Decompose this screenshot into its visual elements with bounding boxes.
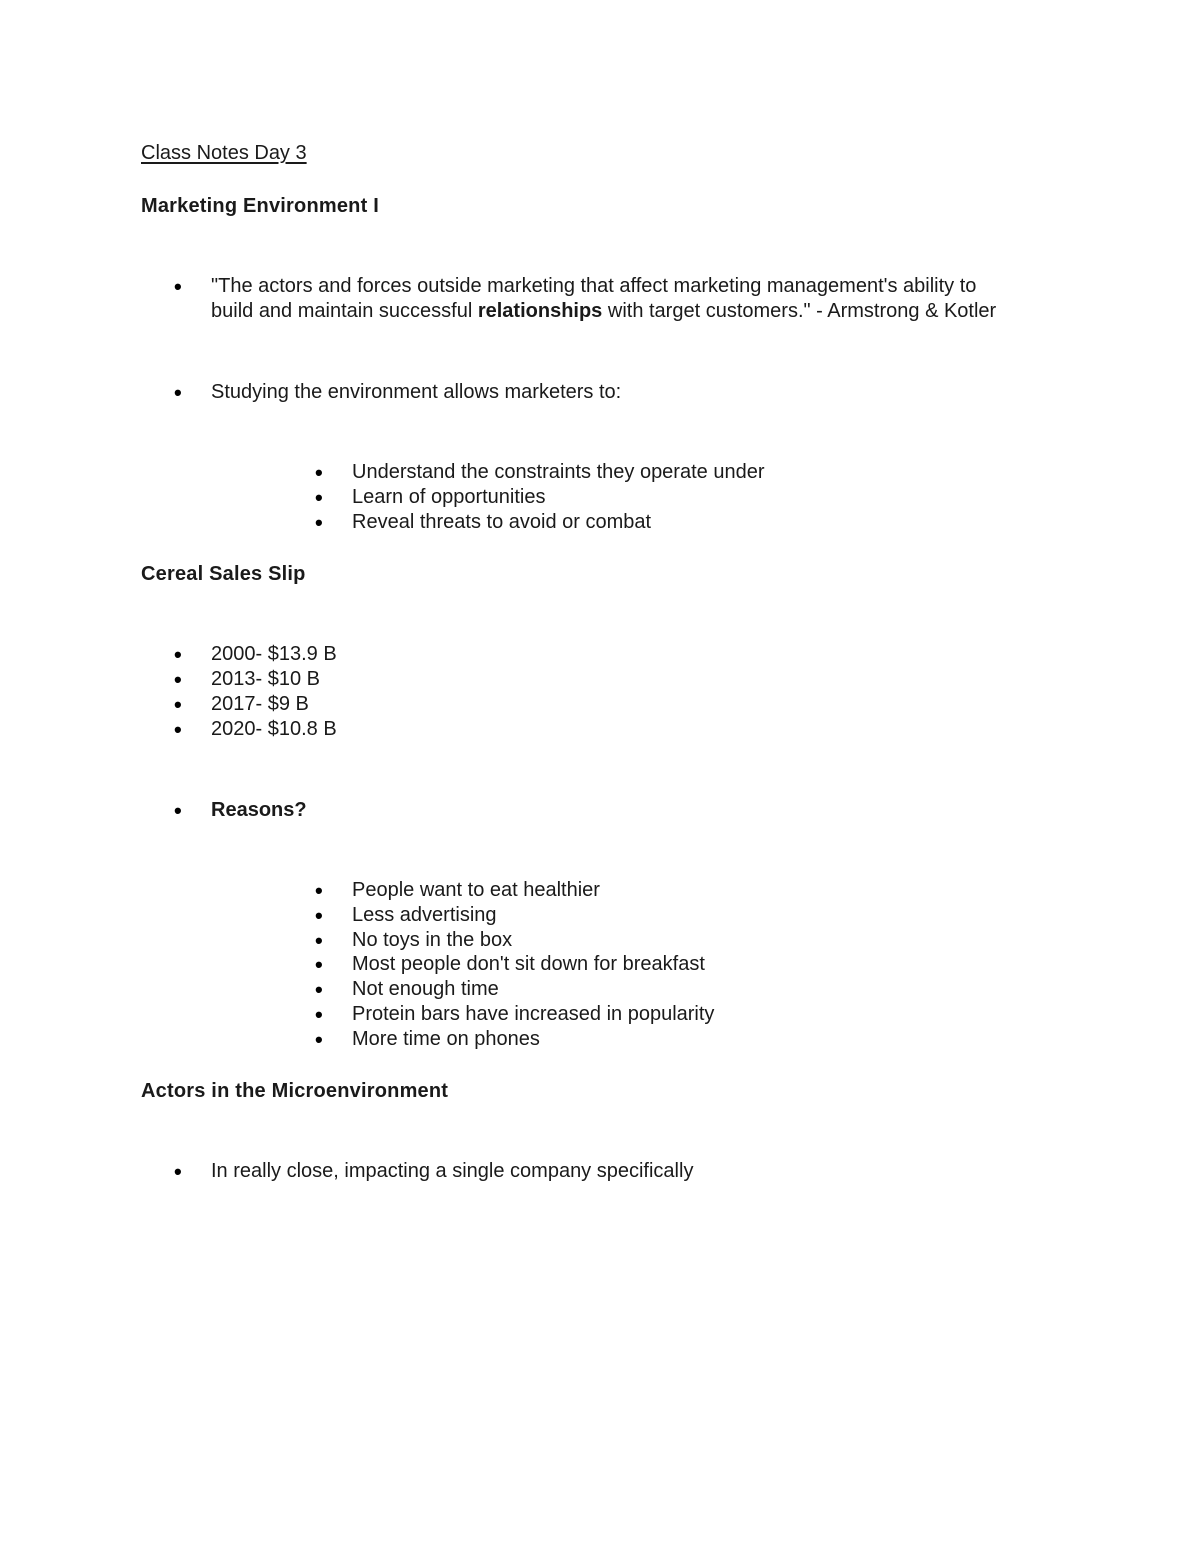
- list-item-reason: • Less advertising: [352, 903, 497, 928]
- list-item: • Learn of opportunities: [352, 485, 545, 510]
- list-item: • Understand the constraints they operate under: [352, 460, 764, 485]
- list-item: • Reveal threats to avoid or combat: [352, 510, 651, 535]
- quote-line-1: "The actors and forces outside marketing that affect marketing management's ability to: [211, 275, 977, 297]
- list-item-reason: • People want to eat healthier: [352, 878, 600, 903]
- list-item-reason: • No toys in the box: [352, 928, 512, 953]
- section-heading-marketing-environment: Marketing Environment I: [141, 195, 379, 217]
- list-item-reason: • Protein bars have increased in popularity: [352, 1002, 714, 1027]
- reasons-label: Reasons?: [211, 799, 307, 821]
- list-item-sales: • 2013- $10 B: [211, 667, 320, 692]
- quote-line-2-pre: build and maintain successful: [211, 300, 478, 322]
- quote-line-2: [211, 299, 996, 324]
- list-item-sales: • 2000- $13.9 B: [211, 642, 337, 667]
- section-heading-microenvironment: Actors in the Microenvironment: [141, 1080, 449, 1102]
- page-title: Class Notes Day 3: [141, 142, 307, 164]
- section-heading-cereal-sales: Cereal Sales Slip: [141, 563, 306, 585]
- quote-line-2-post: with target customers." - Armstrong & Kotler: [602, 300, 997, 322]
- list-item-reasons: [211, 798, 307, 823]
- list-item-sales: • 2017- $9 B: [211, 692, 309, 717]
- list-item-reason: • Not enough time: [352, 977, 499, 1002]
- list-item-sales: • 2020- $10.8 B: [211, 717, 337, 742]
- list-item-quote: [211, 274, 976, 299]
- list-item-reason: • More time on phones: [352, 1027, 540, 1052]
- list-item-micro: • In really close, impacting a single company specifically: [211, 1159, 693, 1184]
- list-item-reason: • Most people don't sit down for breakfast: [352, 952, 705, 977]
- quote-bold-word: relationships: [477, 300, 603, 322]
- list-item-studying: • Studying the environment allows marketers to:: [211, 380, 621, 405]
